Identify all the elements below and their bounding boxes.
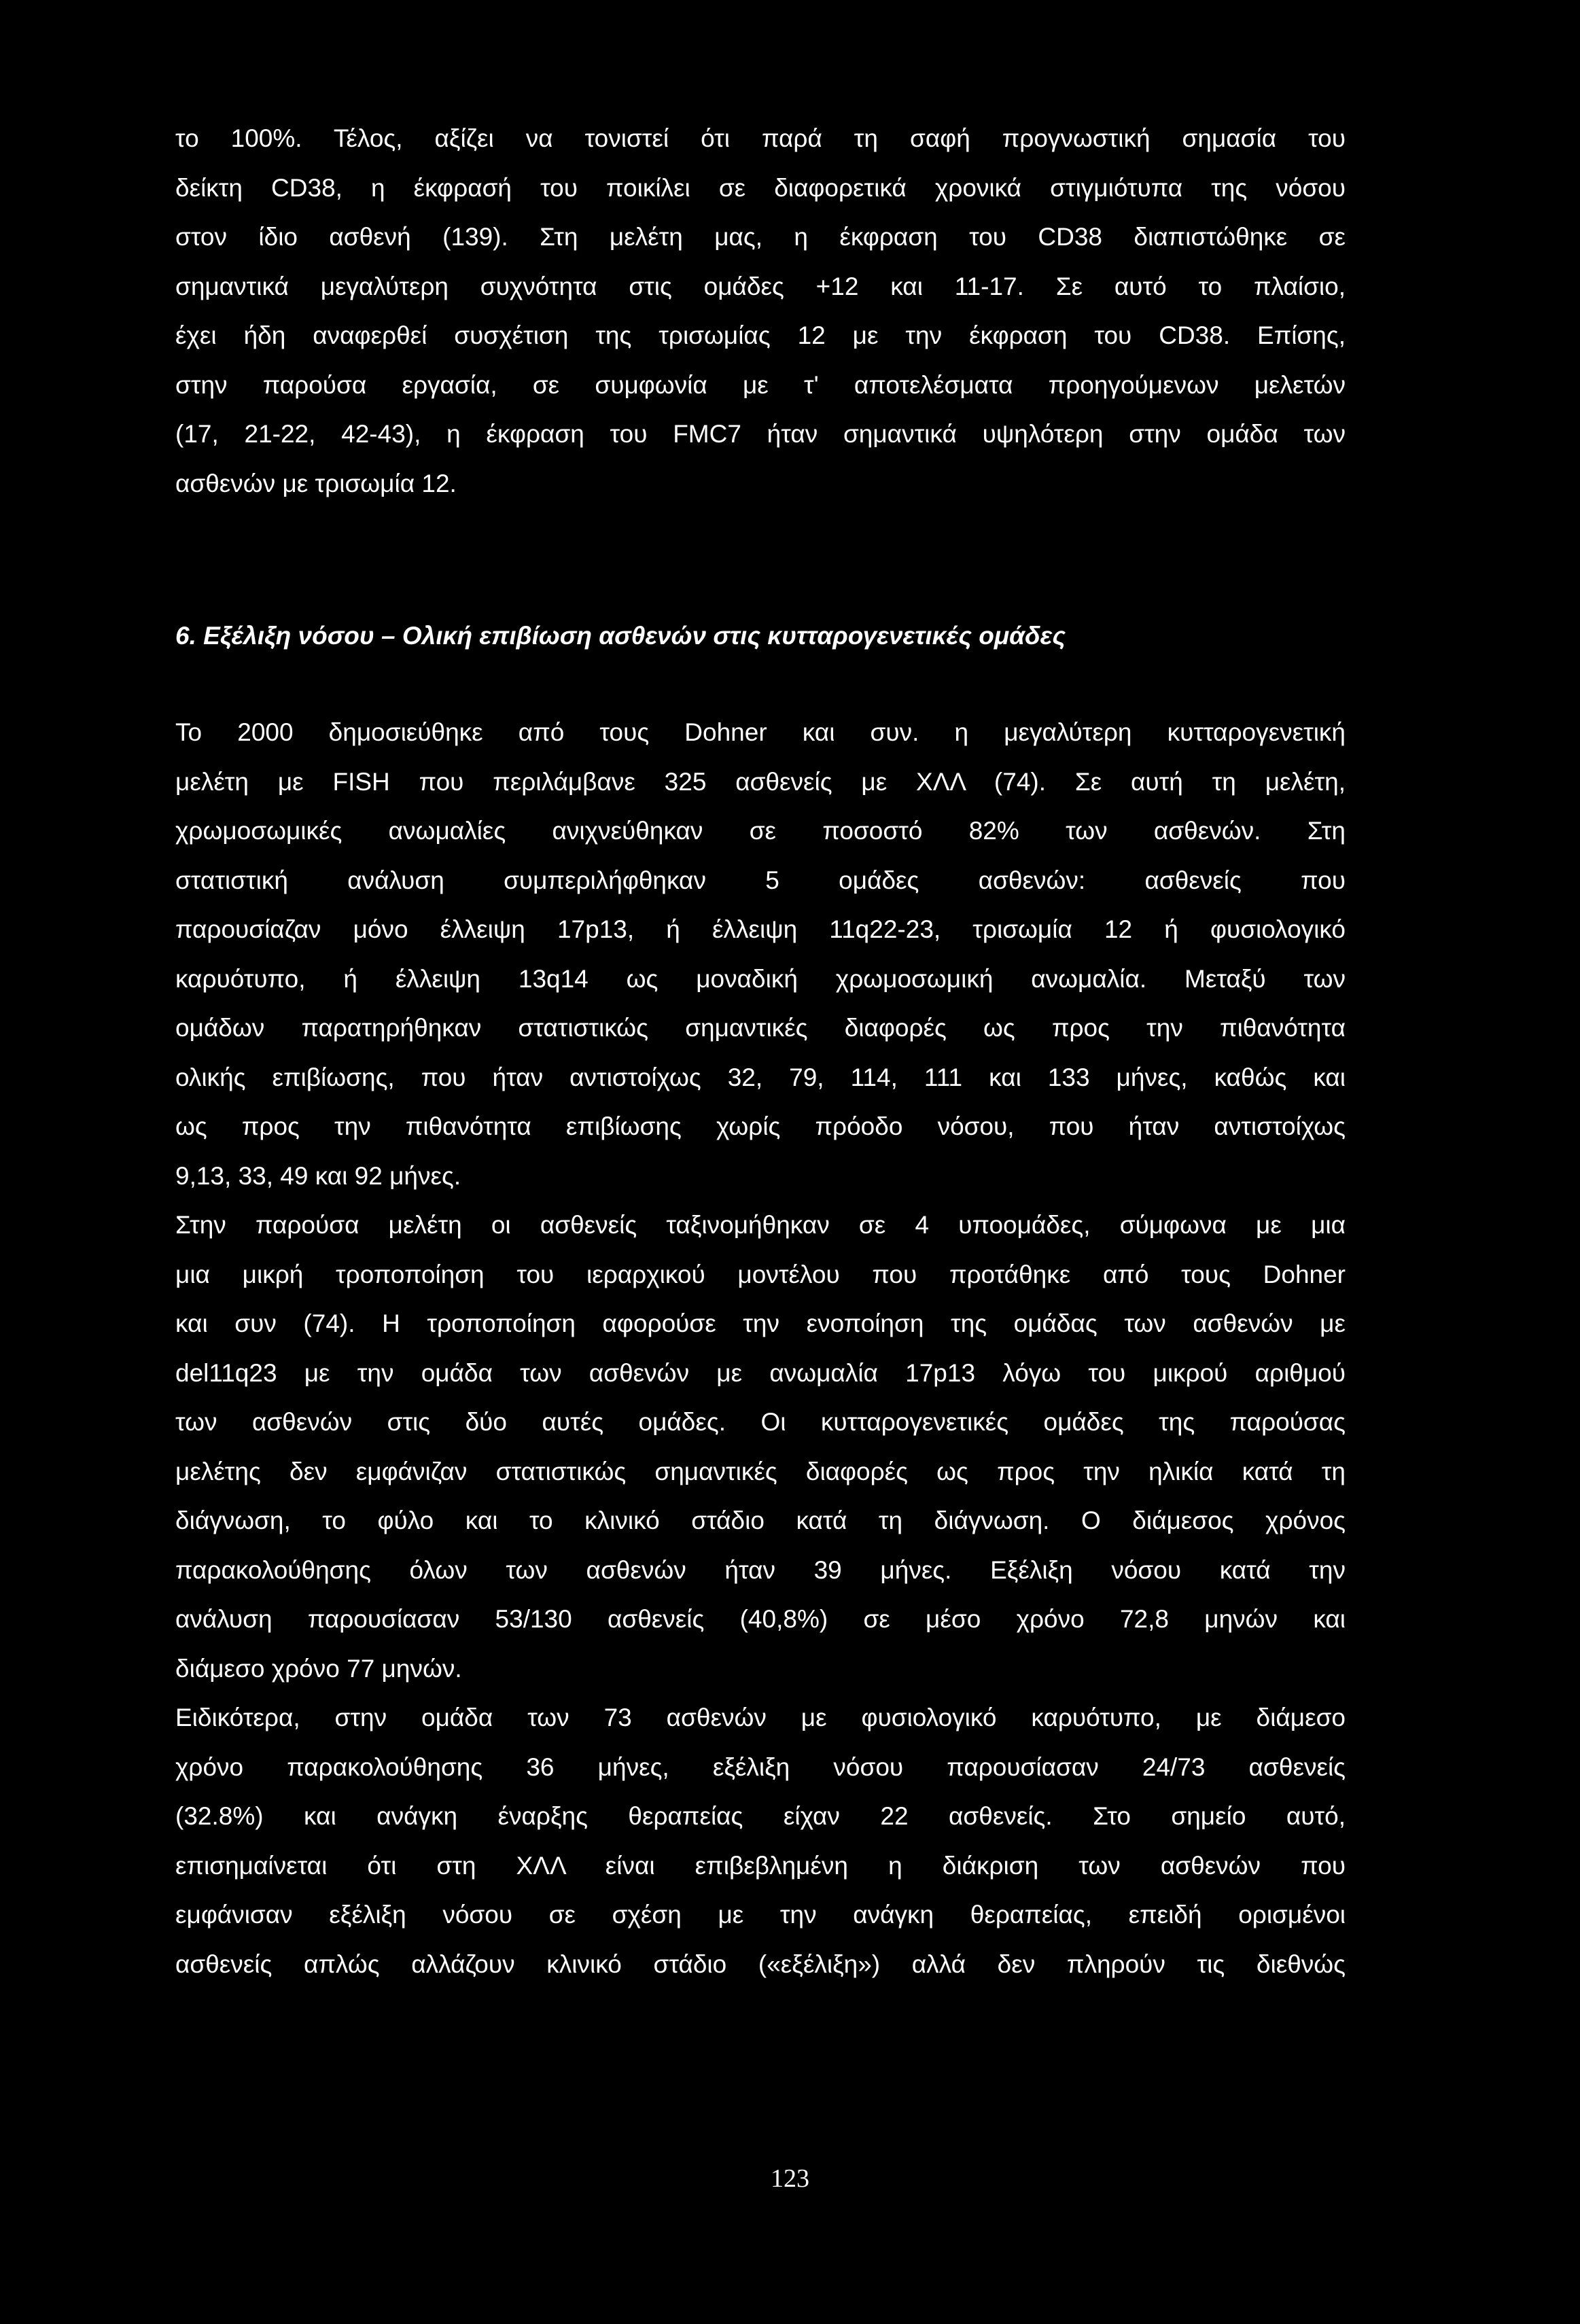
text-line: ανάλυση παρουσίασαν 53/130 ασθενείς (40,8%) σε μέσο χρόνο 72,8 μηνών και bbox=[175, 1605, 1346, 1633]
text-line: επισημαίνεται ότι στη ΧΛΛ είναι επιβεβλημένη η διάκριση των ασθενών που bbox=[175, 1851, 1346, 1880]
paragraph-4 bbox=[175, 1693, 1346, 1989]
text-line: στον ίδιο ασθενή (139). Στη μελέτη μας, η έκφραση του CD38 διαπιστώθηκε σε bbox=[175, 223, 1346, 251]
section-heading: 6. Εξέλιξη νόσου – Ολική επιβίωση ασθενών στις κυτταρογενετικές ομάδες bbox=[175, 622, 1066, 650]
text-line: Το 2000 δημοσιεύθηκε από τους Dohner και συν. η μεγαλύτερη κυτταρογενετική bbox=[175, 718, 1346, 746]
text-line: (17, 21-22, 42-43), η έκφραση του FMC7 ήταν σημαντικά υψηλότερη στην ομάδα των bbox=[175, 420, 1346, 448]
text-line: έχει ήδη αναφερθεί συσχέτιση της τρισωμίας 12 με την έκφραση του CD38. Επίσης, bbox=[175, 321, 1346, 349]
text-line: διάμεσο χρόνο 77 μηνών. bbox=[175, 1654, 462, 1683]
text-line: ασθενείς απλώς αλλάζουν κλινικό στάδιο («εξέλιξη») αλλά δεν πληρούν τις διεθνώς bbox=[175, 1950, 1346, 1978]
text-line: μελέτη με FISH που περιλάμβανε 325 ασθενείς με ΧΛΛ (74). Σε αυτή τη μελέτη, bbox=[175, 767, 1346, 796]
text-line: Ειδικότερα, στην ομάδα των 73 ασθενών με φυσιολογικό καρυότυπο, με διάμεσο bbox=[175, 1704, 1346, 1731]
text-line: παρουσίαζαν μόνο έλλειψη 17p13, ή έλλειψη 11q22-23, τρισωμία 12 ή φυσιολογικό bbox=[175, 915, 1346, 943]
text-line: χρόνο παρακολούθησης 36 μήνες, εξέλιξη νόσου παρουσίασαν 24/73 ασθενείς bbox=[175, 1753, 1346, 1781]
text-line: χρωμοσωμικές ανωμαλίες ανιχνεύθηκαν σε ποσοστό 82% των ασθενών. Στη bbox=[175, 817, 1346, 845]
text-line: το 100%. Τέλος, αξίζει να τονιστεί ότι παρά τη σαφή προγνωστική σημασία του bbox=[175, 124, 1346, 152]
text-line: ολικής επιβίωσης, που ήταν αντιστοίχως 32, 79, 114, 111 και 133 μήνες, καθώς και bbox=[175, 1063, 1346, 1091]
text-line: 9,13, 33, 49 και 92 μήνες. bbox=[175, 1161, 461, 1190]
text-line: διάγνωση, το φύλο και το κλινικό στάδιο κατά τη διάγνωση. Ο διάμεσος χρόνος bbox=[175, 1507, 1346, 1534]
text-line: παρακολούθησης όλων των ασθενών ήταν 39 μήνες. Εξέλιξη νόσου κατά την bbox=[175, 1555, 1346, 1584]
text-line: Στην παρούσα μελέτη οι ασθενείς ταξινομήθηκαν σε 4 υποομάδες, σύμφωνα με μια bbox=[175, 1211, 1346, 1239]
text-line: καρυότυπο, ή έλλειψη 13q14 ως μοναδική χρωμοσωμική ανωμαλία. Μεταξύ των bbox=[175, 964, 1346, 993]
text-line: μελέτης δεν εμφάνιζαν στατιστικώς σημαντικές διαφορές ως προς την ηλικία κατά τη bbox=[175, 1457, 1346, 1485]
text-line: εμφάνισαν εξέλιξη νόσου σε σχέση με την ανάγκη θεραπείας, επειδή ορισμένοι bbox=[175, 1901, 1346, 1929]
text-line: ασθενών με τρισωμία 12. bbox=[175, 469, 457, 497]
text-line: del11q23 με την ομάδα των ασθενών με ανωμαλία 17p13 λόγω του μικρού αριθμού bbox=[175, 1358, 1346, 1387]
text-line: στατιστική ανάλυση συμπεριλήφθηκαν 5 ομάδες ασθενών: ασθενείς που bbox=[175, 866, 1346, 894]
text-line: μια μικρή τροποποίηση του ιεραρχικού μοντέλου που προτάθηκε από τους Dohner bbox=[175, 1260, 1346, 1288]
paragraph-3 bbox=[175, 1201, 1346, 1693]
text-line: ως προς την πιθανότητα επιβίωσης χωρίς πρόοδο νόσου, που ήταν αντιστοίχως bbox=[175, 1112, 1346, 1140]
page-body bbox=[175, 114, 1346, 508]
paragraph-1 bbox=[175, 114, 1346, 508]
page-body-continued bbox=[175, 708, 1346, 1989]
text-line: των ασθενών στις δύο αυτές ομάδες. Οι κυτταρογενετικές ομάδες της παρούσας bbox=[175, 1408, 1346, 1436]
paragraph-2 bbox=[175, 708, 1346, 1201]
text-line: και συν (74). Η τροποποίηση αφορούσε την ενοποίηση της ομάδας των ασθενών με bbox=[175, 1309, 1346, 1337]
page-number: 123 bbox=[771, 2164, 809, 2193]
text-line: (32.8%) και ανάγκη έναρξης θεραπείας είχαν 22 ασθενείς. Στο σημείο αυτό, bbox=[175, 1802, 1346, 1830]
text-line: ομάδων παρατηρήθηκαν στατιστικώς σημαντικές διαφορές ως προς την πιθανότητα bbox=[175, 1014, 1346, 1042]
text-line: δείκτη CD38, η έκφρασή του ποικίλει σε διαφορετικά χρονικά στιγμιότυπα της νόσου bbox=[175, 173, 1346, 202]
text-line: σημαντικά μεγαλύτερη συχνότητα στις ομάδες +12 και 11-17. Σε αυτό το πλαίσιο, bbox=[175, 272, 1346, 300]
text-line: στην παρούσα εργασία, σε συμφωνία με τ' αποτελέσματα προηγούμενων μελετών bbox=[175, 370, 1346, 399]
